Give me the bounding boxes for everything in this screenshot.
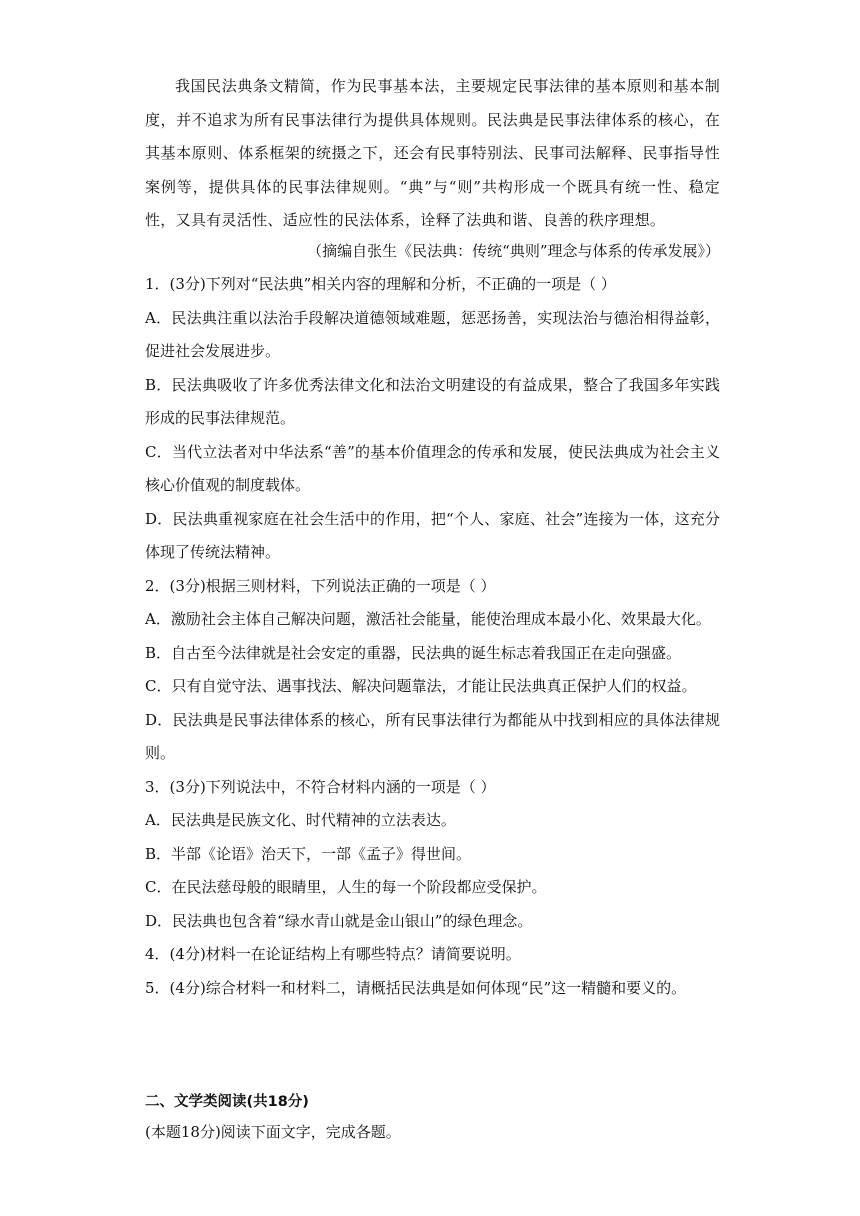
question-1-stem: 1．(3分)下列对“民法典”相关内容的理解和分析，不正确的一项是（ ） bbox=[145, 275, 616, 293]
question-2-stem: 2．(3分)根据三则材料，下列说法正确的一项是（ ） bbox=[145, 576, 496, 595]
section-intro: (本题18分)阅读下面文字，完成各题。 bbox=[145, 1123, 401, 1141]
question-2-option-b: B．自古至今法律就是社会安定的重器，民法典的诞生标志着我国正在走向强盛。 bbox=[145, 643, 682, 662]
question-2-option-a: A．激励社会主体自己解决问题，激活社会能量，能使治理成本最小化、效果最大化。 bbox=[145, 610, 711, 628]
question-3-option-c: C．在民法慈母般的眼睛里，人生的每一个阶段都应受保护。 bbox=[145, 878, 547, 896]
reading-passage bbox=[145, 70, 720, 238]
question-5-stem: 5．(4分)综合材料一和材料二，请概括民法典是如何体现“民”这一精髓和要义的。 bbox=[145, 978, 687, 997]
question-3-stem: 3．(3分)下列说法中，不符合材料内涵的一项是（ ） bbox=[145, 777, 496, 796]
passage-source: （摘编自张生《民法典：传统“典则”理念与体系的传承发展》） bbox=[307, 242, 720, 260]
question-1-option-c: C．当代立法者对中华法系“善”的基本价值理念的传承和发展，使民法典成为社会主义核心价值观的制度载体。 bbox=[145, 442, 720, 494]
passage-text: 我国民法典条文精简，作为民事基本法，主要规定民事法律的基本原则和基本制度，并不追求为所有民事法律行为提供具体规则。民法典是民事法律体系的核心，在其基本原则、体系框架的统摄之下，还会有民事特别法、民事司法解释、民事指导性案例等，提供具体的民事法律规则。“典”与“则”共构形成一个既具有统一性、稳定性，又具有灵活性、适应性的民法体系，诠释了法典和谐、良善的秩序理想。 bbox=[145, 77, 720, 230]
question-4-stem: 4．(4分)材料一在论证结构上有哪些特点？请简要说明。 bbox=[145, 945, 521, 963]
question-2-option-d: D．民法典是民事法律体系的核心，所有民事法律行为都能从中找到相应的具体法律规则。 bbox=[145, 710, 720, 762]
question-3-option-d: D．民法典也包含着“绿水青山就是金山银山”的绿色理念。 bbox=[145, 911, 533, 930]
question-2-option-c: C．只有自觉守法、遇事找法、解决问题靠法，才能让民法典真正保护人们的权益。 bbox=[145, 677, 697, 695]
question-3-option-b: B．半部《论语》治天下，一部《孟子》得世间。 bbox=[145, 844, 472, 863]
question-1-option-a: A．民法典注重以法治手段解决道德领域难题，惩恶扬善，实现法治与德治相得益彰，促进社会发展进步。 bbox=[145, 308, 720, 360]
question-list bbox=[145, 268, 720, 1005]
question-1-option-d: D．民法典重视家庭在社会生活中的作用，把“个人、家庭、社会”连接为一体，这充分体现了传统法精神。 bbox=[145, 509, 720, 561]
question-3-option-a: A．民法典是民族文化、时代精神的立法表达。 bbox=[145, 811, 456, 829]
section-literary-reading bbox=[145, 1087, 720, 1147]
section-title: 二、文学类阅读(共18分) bbox=[145, 1094, 309, 1110]
question-1-option-b: B．民法典吸收了许多优秀法律文化和法治文明建设的有益成果，整合了我国多年实践形成的民事法律规范。 bbox=[145, 375, 720, 427]
